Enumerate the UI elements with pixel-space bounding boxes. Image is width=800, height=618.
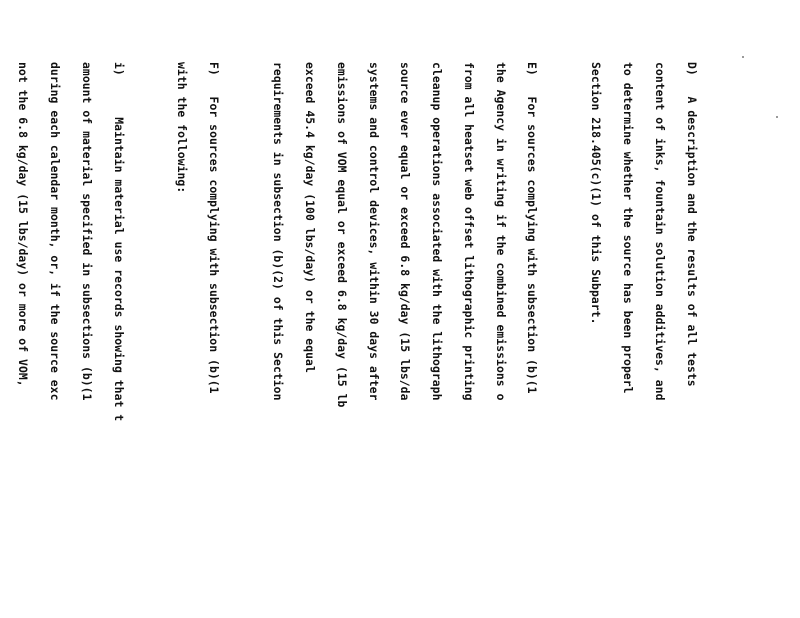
text-line: with the following:	[175, 62, 190, 194]
text-line: systems and control devices, within 30 days after	[366, 62, 381, 401]
text-line: Section 218.405(c)(1) of this Subpart.	[589, 62, 604, 325]
text-line: F) For sources complying with subsection (b)(1	[207, 62, 222, 394]
text-line: exceed 45.4 kg/day (100 lbs/day) or the equal	[303, 62, 318, 373]
text-line: the Agency in writing if the combined emissions o	[493, 62, 508, 401]
rotated-text-column	[16, 62, 718, 618]
paragraph-reporting-d	[570, 62, 718, 618]
text-line: requirements in subsection (b)(2) of this Section	[271, 62, 286, 401]
text-line: not the 6.8 kg/day (15 lbs/day) or more of VOM,	[16, 62, 31, 387]
text-line: emissions of VOM equal or exceed 6.8 kg/day (15 lb	[334, 62, 349, 408]
scan-speck	[776, 116, 778, 118]
text-line: from all heatset web offset lithographic printing	[461, 62, 476, 401]
text-line: cleanup operations associated with the lithograph	[430, 62, 445, 401]
paragraph-reporting-f	[156, 62, 241, 618]
paragraph-item-i	[0, 62, 145, 618]
text-line: source ever equal or exceed 6.8 kg/day (15 lbs/da	[398, 62, 413, 401]
text-line: E) For sources complying with subsection (b)(1	[525, 62, 540, 394]
text-line: i) Maintain material use records showing that t	[111, 62, 126, 422]
text-line: amount of material specified in subsections (b)(1	[79, 62, 94, 401]
text-line: D) A description and the results of all tests	[684, 62, 699, 387]
text-line: content of inks, fountain solution additives, and	[653, 62, 668, 401]
paragraph-reporting-e	[251, 62, 558, 618]
text-line: to determine whether the source has been properl	[621, 62, 636, 394]
text-line: during each calendar month, or, if the source exc	[47, 62, 62, 401]
scan-speck	[742, 56, 744, 58]
